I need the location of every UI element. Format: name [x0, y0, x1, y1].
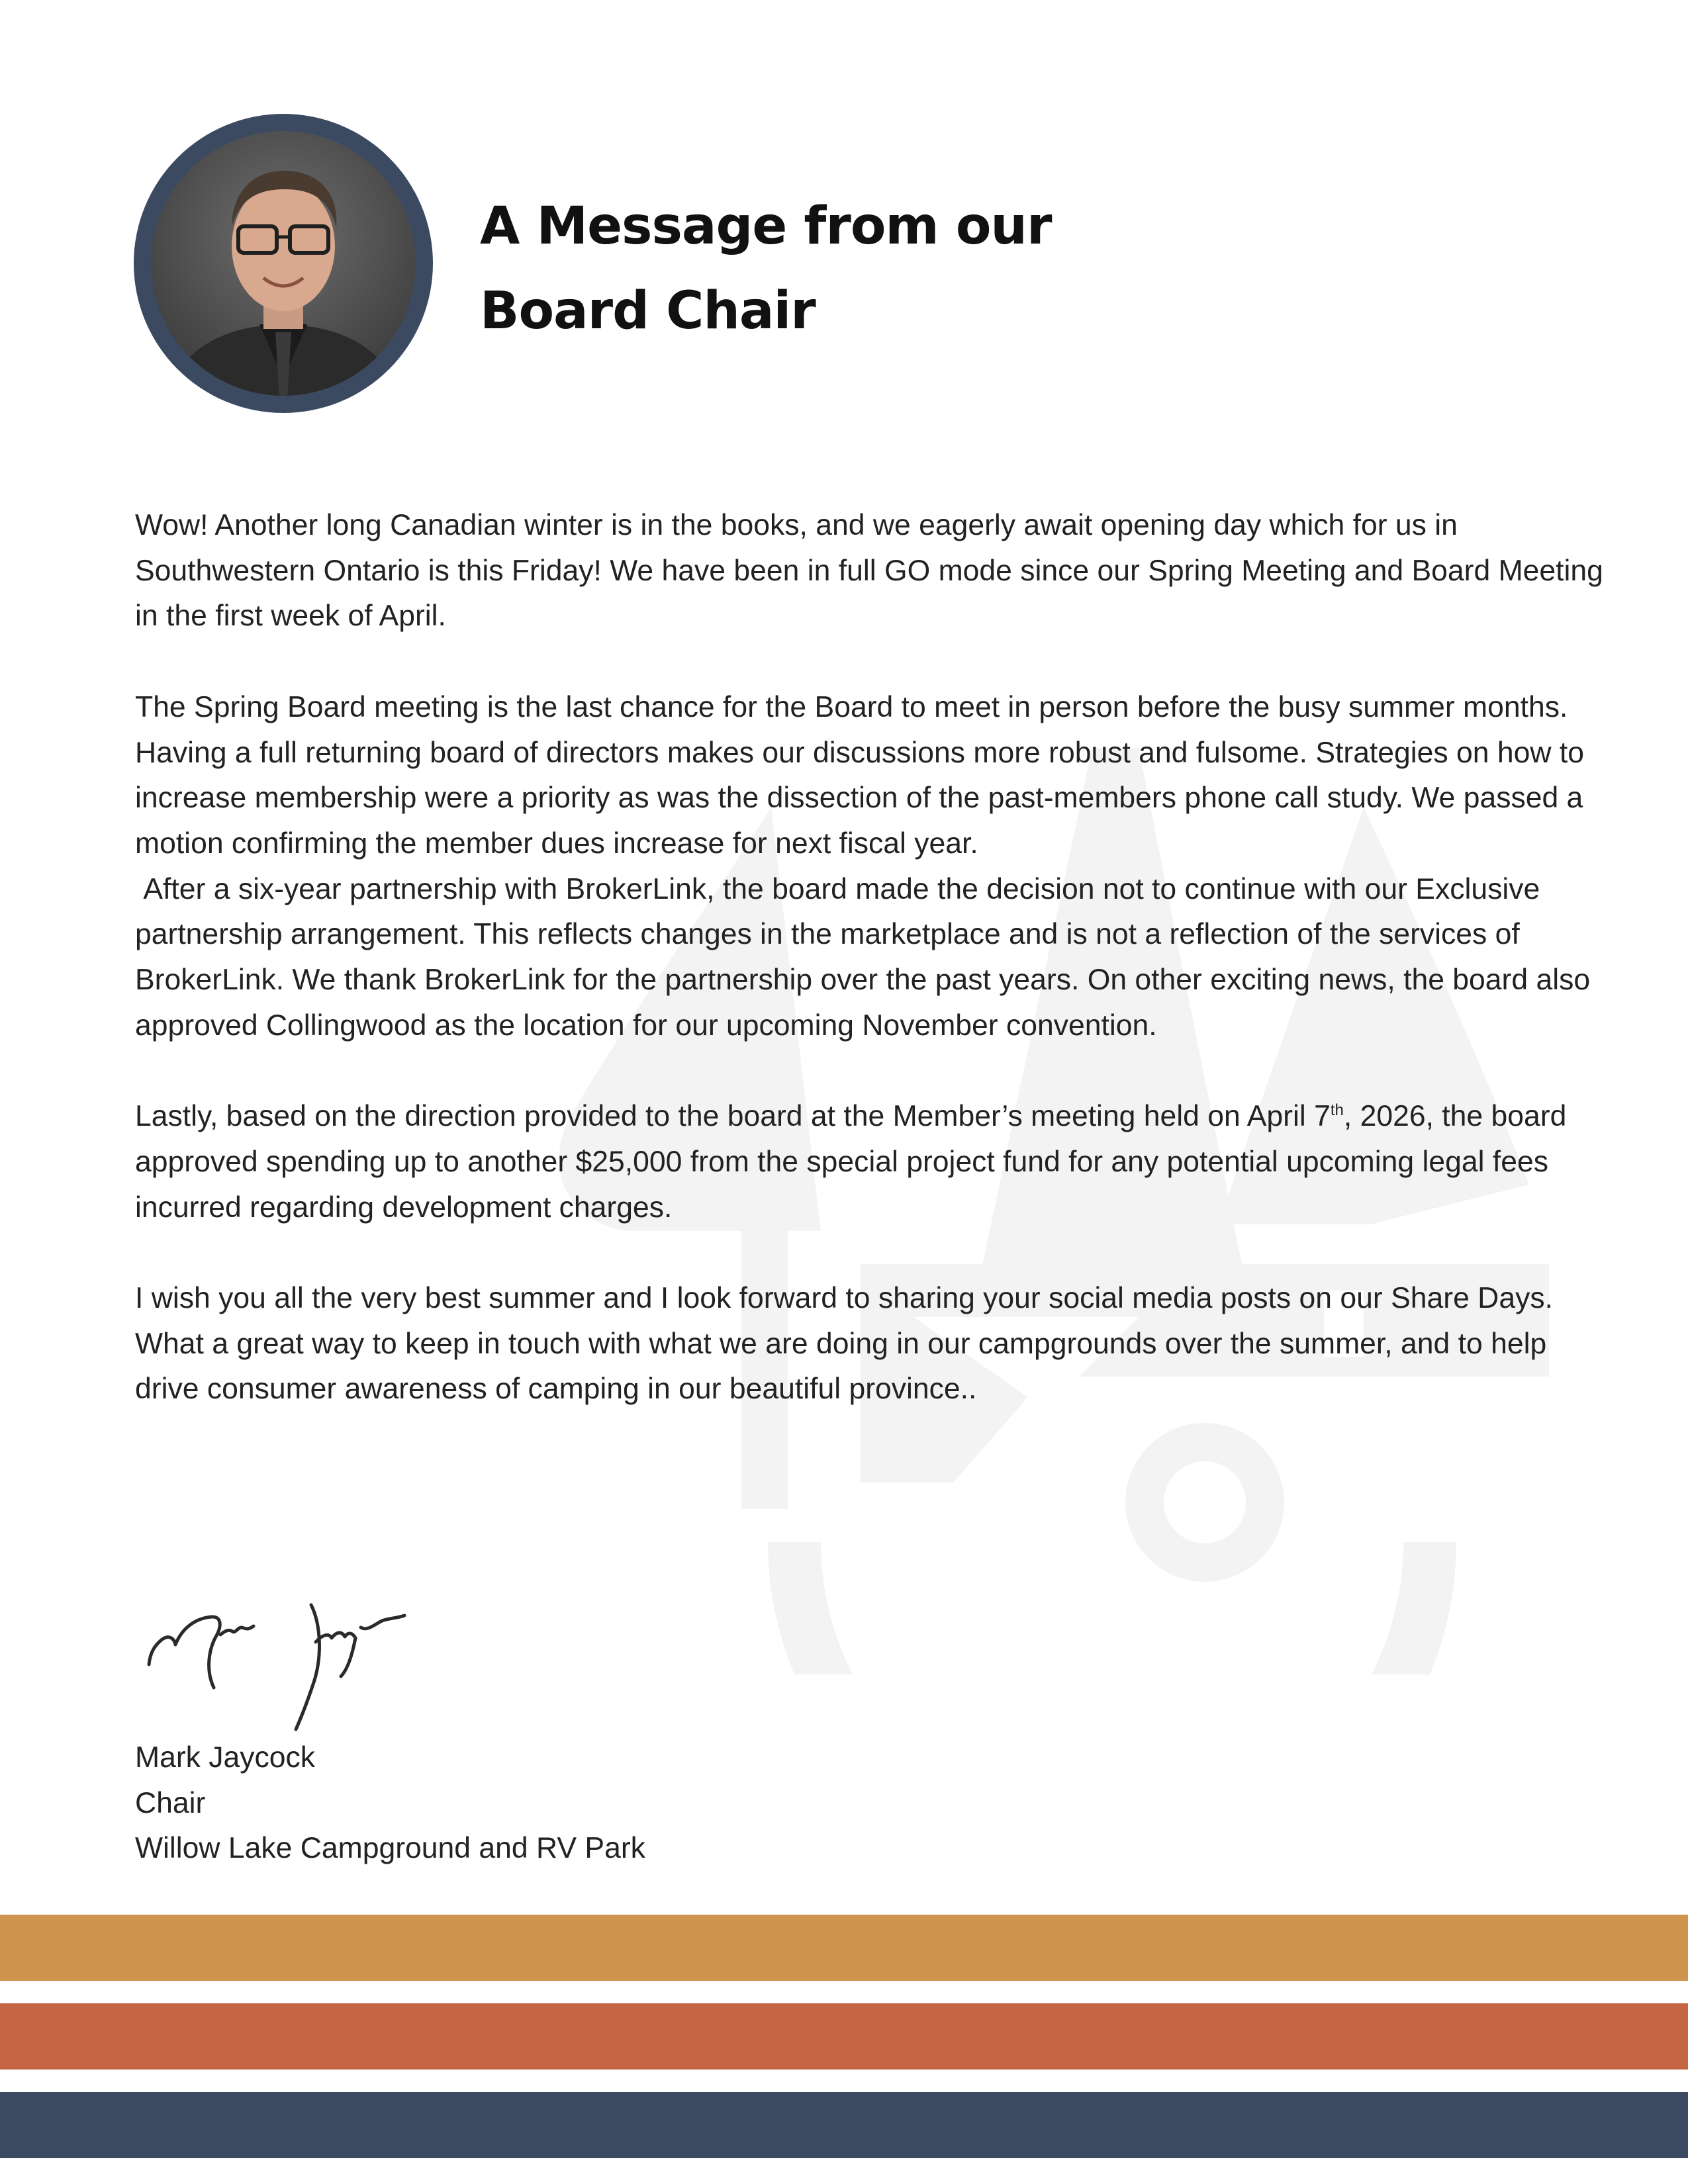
paragraph-2 [135, 685, 1611, 1049]
signer-role: Chair [135, 1786, 206, 1819]
board-chair-portrait [134, 114, 433, 413]
title-line-1: A Message from our [480, 197, 1052, 256]
paragraph-2-part-2: After a six-year partnership with BrokerLink, the board made the decision not to continue with our Exclusive partnership arrangement. This reflects changes in the marketplace and is not a reflection of the services of BrokerLink. We thank BrokerLink for the partnership over the past years. On other exciting news, the board also approved Collingwood as the location for our upcoming November convention. [135, 872, 1591, 1042]
signer-organization: Willow Lake Campground and RV Park [135, 1832, 645, 1865]
footer-stripe-gold [0, 1915, 1688, 1981]
signoff-block [135, 1735, 645, 1872]
paragraph-4: I wish you all the very best summer and I look forward to sharing your social media posts on our Share Days. What a great way to keep in touch with what we are doing in our campgrounds over the summer, and to help drive consumer awareness of camping in our beautiful province.. [135, 1281, 1553, 1406]
paragraph-3-part-2: , 2026, the board approved spending up to another $25,000 from the special project fund for any potential upcoming legal fees incurred regarding development charges. [135, 1100, 1567, 1224]
handwritten-signature [142, 1598, 480, 1737]
ordinal-suffix: th [1330, 1101, 1344, 1120]
message-body [135, 503, 1611, 1458]
paragraph-2-part-1: The Spring Board meeting is the last chance for the Board to meet in person before the busy summer months. Having a full returning board of directors makes our discussions more robust and fulsome. Strategies on how to increase membership were a priority as was the dissection of the past-members phone call study. We passed a motion confirming the member dues increase for next fiscal year. [135, 690, 1585, 860]
paragraph-1: Wow! Another long Canadian winter is in the books, and we eagerly await opening day which for us in Southwestern Ontario is this Friday! We have been in full GO mode since our Spring Meeting and Board Meeting in the first week of April. [135, 509, 1603, 633]
signer-name: Mark Jaycock [135, 1741, 315, 1774]
paragraph-3-part-1: Lastly, based on the direction provided to the board at the Member’s meeting held on April 7 [135, 1100, 1331, 1133]
title-line-2: Board Chair [480, 281, 816, 341]
footer-stripe-navy [0, 2092, 1688, 2158]
paragraph-3 [135, 1094, 1611, 1230]
footer-stripe-rust [0, 2003, 1688, 2070]
page-title [480, 184, 1051, 353]
